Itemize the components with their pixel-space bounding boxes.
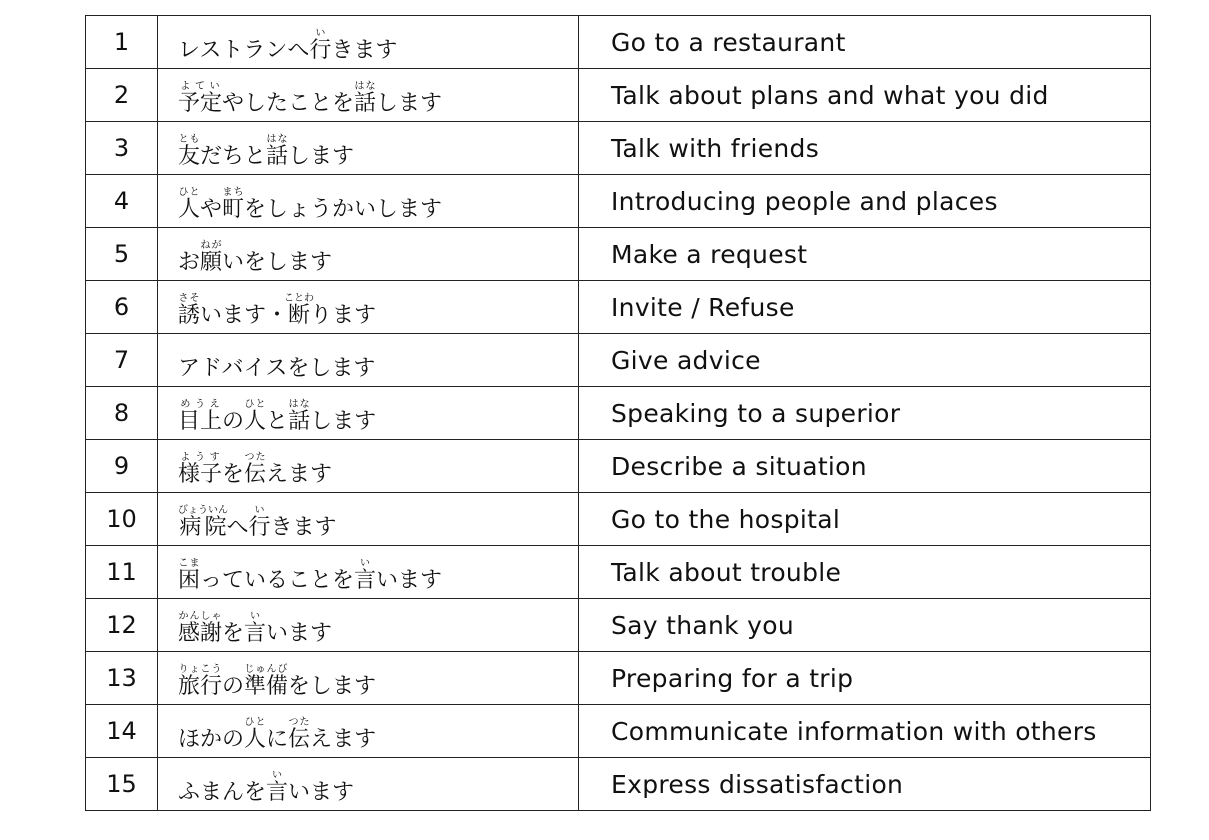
japanese-topic — [178, 180, 442, 223]
kana-text: と — [266, 408, 289, 434]
kanji-with-furigana — [178, 504, 228, 540]
kanji: 言 — [354, 567, 377, 593]
kana-text: います・ — [200, 302, 289, 328]
kana-text: だちと — [200, 143, 267, 169]
table-row — [86, 652, 1151, 705]
english-topic: Go to the hospital — [579, 493, 1151, 546]
kanji-with-furigana — [244, 663, 289, 699]
table-row — [86, 16, 1151, 69]
row-number: 11 — [86, 546, 158, 599]
kanji: 人 — [244, 408, 267, 434]
lesson-topics-table — [85, 15, 1151, 811]
kana-text: きます — [270, 514, 337, 540]
kanji-with-furigana — [266, 769, 289, 805]
kanji: 困 — [178, 567, 201, 593]
kana-text: ほかの — [178, 726, 245, 752]
furigana: さそ — [178, 292, 201, 304]
furigana: とも — [178, 133, 201, 145]
english-topic: Invite / Refuse — [579, 281, 1151, 334]
row-number: 6 — [86, 281, 158, 334]
kanji-with-furigana — [354, 80, 377, 116]
furigana: はな — [354, 80, 377, 92]
english-topic: Say thank you — [579, 599, 1151, 652]
row-number: 9 — [86, 440, 158, 493]
kana-text: の — [222, 673, 245, 699]
table-row — [86, 175, 1151, 228]
japanese-topic — [178, 710, 376, 753]
furigana: つた — [288, 716, 311, 728]
table-row — [86, 599, 1151, 652]
japanese-topic-cell — [158, 546, 579, 599]
kanji-with-furigana — [178, 557, 201, 593]
kanji: 町 — [222, 196, 245, 222]
japanese-topic-cell — [158, 599, 579, 652]
kanji: 友 — [178, 143, 201, 169]
kana-text: お — [178, 249, 201, 275]
kana-text: っていることを — [200, 567, 355, 593]
kanji: 伝 — [288, 726, 311, 752]
kanji: 行 — [309, 37, 332, 63]
english-topic: Make a request — [579, 228, 1151, 281]
japanese-topic-cell — [158, 16, 579, 69]
kanji: 言 — [266, 779, 289, 805]
furigana: りょこう — [178, 663, 223, 675]
furigana: こま — [178, 557, 201, 569]
table-row — [86, 228, 1151, 281]
japanese-topic — [178, 551, 442, 594]
kanji-with-furigana — [178, 186, 201, 222]
row-number: 4 — [86, 175, 158, 228]
english-topic: Describe a situation — [579, 440, 1151, 493]
kana-text: います — [376, 567, 443, 593]
row-number: 15 — [86, 758, 158, 811]
kanji-with-furigana — [244, 451, 267, 487]
japanese-topic-cell — [158, 758, 579, 811]
kanji: 人 — [178, 196, 201, 222]
kanji: 旅行 — [178, 673, 223, 699]
kana-text: レストランへ — [178, 37, 310, 63]
table-row — [86, 705, 1151, 758]
kana-text: えます — [266, 461, 333, 487]
kanji-with-furigana — [178, 80, 223, 116]
furigana: じゅんび — [244, 663, 289, 675]
japanese-topic-cell — [158, 69, 579, 122]
english-topic: Preparing for a trip — [579, 652, 1151, 705]
furigana: い — [244, 610, 267, 622]
row-number: 5 — [86, 228, 158, 281]
kanji: 言 — [244, 620, 267, 646]
kana-text: や — [200, 196, 223, 222]
japanese-topic-cell — [158, 175, 579, 228]
japanese-topic-cell — [158, 652, 579, 705]
furigana: ねが — [200, 239, 223, 251]
japanese-topic-cell — [158, 705, 579, 758]
kana-text: を — [222, 620, 245, 646]
japanese-topic — [178, 127, 354, 170]
kana-text: えます — [310, 726, 377, 752]
japanese-topic — [178, 233, 332, 276]
kanji-with-furigana — [222, 186, 245, 222]
furigana: ひと — [244, 716, 267, 728]
kanji-with-furigana — [266, 133, 289, 169]
english-topic: Speaking to a superior — [579, 387, 1151, 440]
kanji: 話 — [266, 143, 289, 169]
furigana: はな — [266, 133, 289, 145]
japanese-topic — [178, 21, 397, 64]
japanese-topic — [178, 604, 332, 647]
japanese-topic — [178, 74, 442, 117]
kanji: 話 — [288, 408, 311, 434]
kana-text: に — [266, 726, 289, 752]
kana-text: きます — [331, 37, 398, 63]
kanji-with-furigana — [178, 451, 223, 487]
kana-text: いをします — [222, 249, 333, 275]
kana-text: ふまんを — [178, 779, 267, 805]
japanese-topic — [178, 392, 376, 435]
furigana: びょういん — [178, 504, 228, 516]
kanji-with-furigana — [284, 292, 315, 328]
japanese-topic-cell — [158, 228, 579, 281]
japanese-topic — [178, 498, 337, 541]
kanji-with-furigana — [244, 610, 267, 646]
kanji: 病院 — [178, 514, 228, 540]
furigana: い — [266, 769, 289, 781]
english-topic: Go to a restaurant — [579, 16, 1151, 69]
table-body — [86, 16, 1151, 811]
kanji: 準備 — [244, 673, 289, 699]
table-row — [86, 334, 1151, 387]
table-row — [86, 758, 1151, 811]
table-row — [86, 493, 1151, 546]
furigana: かんしゃ — [178, 610, 223, 622]
row-number: 3 — [86, 122, 158, 175]
english-topic: Talk with friends — [579, 122, 1151, 175]
english-topic: Talk about trouble — [579, 546, 1151, 599]
japanese-topic-cell — [158, 334, 579, 387]
kana-text: やしたことを — [222, 90, 355, 116]
table-row — [86, 69, 1151, 122]
kana-text: をします — [288, 673, 377, 699]
kanji-with-furigana — [178, 398, 223, 434]
kana-text: アドバイスをします — [178, 355, 376, 381]
kanji-with-furigana — [309, 27, 332, 63]
kanji: 人 — [244, 726, 267, 752]
japanese-topic — [178, 286, 376, 329]
table-row — [86, 281, 1151, 334]
kana-text: します — [288, 143, 355, 169]
kanji-with-furigana — [178, 292, 201, 328]
furigana: ようす — [178, 451, 222, 463]
table-row — [86, 546, 1151, 599]
kanji-with-furigana — [178, 663, 223, 699]
english-topic: Express dissatisfaction — [579, 758, 1151, 811]
row-number: 7 — [86, 334, 158, 387]
furigana: よてい — [178, 80, 222, 92]
row-number: 12 — [86, 599, 158, 652]
furigana: ひと — [178, 186, 201, 198]
kanji-with-furigana — [178, 133, 201, 169]
kana-text: を — [222, 461, 245, 487]
kanji-with-furigana — [354, 557, 377, 593]
japanese-topic — [178, 657, 376, 700]
furigana: い — [354, 557, 377, 569]
kanji-with-furigana — [244, 716, 267, 752]
kanji: 感謝 — [178, 620, 223, 646]
row-number: 13 — [86, 652, 158, 705]
kanji-with-furigana — [178, 610, 223, 646]
furigana: ことわ — [284, 292, 315, 304]
kana-text: へ — [226, 514, 249, 540]
kanji: 話 — [354, 90, 377, 116]
kanji: 行 — [248, 514, 271, 540]
furigana: はな — [288, 398, 311, 410]
english-topic: Give advice — [579, 334, 1151, 387]
kanji-with-furigana — [288, 716, 311, 752]
table-row — [86, 122, 1151, 175]
furigana: い — [248, 504, 271, 516]
japanese-topic-cell — [158, 281, 579, 334]
japanese-topic — [178, 445, 332, 488]
kana-text: の — [222, 408, 245, 434]
japanese-topic-cell — [158, 122, 579, 175]
japanese-topic-cell — [158, 387, 579, 440]
furigana: まち — [222, 186, 245, 198]
kana-text: します — [376, 90, 443, 116]
kanji: 誘 — [178, 302, 201, 328]
kanji: 伝 — [244, 461, 267, 487]
english-topic: Introducing people and places — [579, 175, 1151, 228]
kanji: 目上 — [178, 408, 223, 434]
row-number: 2 — [86, 69, 158, 122]
kanji-with-furigana — [200, 239, 223, 275]
furigana: つた — [244, 451, 267, 463]
kana-text: をしょうかいします — [244, 196, 443, 222]
kanji: 予定 — [178, 90, 223, 116]
row-number: 8 — [86, 387, 158, 440]
kanji-with-furigana — [244, 398, 267, 434]
kanji: 願 — [200, 249, 223, 275]
furigana: い — [309, 27, 332, 39]
row-number: 14 — [86, 705, 158, 758]
row-number: 1 — [86, 16, 158, 69]
kana-text: います — [288, 779, 355, 805]
row-number: 10 — [86, 493, 158, 546]
table-row — [86, 387, 1151, 440]
kana-text: います — [266, 620, 333, 646]
kanji-with-furigana — [288, 398, 311, 434]
english-topic: Talk about plans and what you did — [579, 69, 1151, 122]
table-row — [86, 440, 1151, 493]
furigana: めうえ — [178, 398, 222, 410]
furigana: ひと — [244, 398, 267, 410]
kana-text: します — [310, 408, 377, 434]
kana-text: ります — [310, 302, 377, 328]
kanji: 断 — [284, 302, 315, 328]
kanji: 様子 — [178, 461, 223, 487]
kanji-with-furigana — [248, 504, 271, 540]
english-topic: Communicate information with others — [579, 705, 1151, 758]
japanese-topic — [178, 339, 375, 382]
japanese-topic-cell — [158, 440, 579, 493]
japanese-topic-cell — [158, 493, 579, 546]
japanese-topic — [178, 763, 354, 806]
